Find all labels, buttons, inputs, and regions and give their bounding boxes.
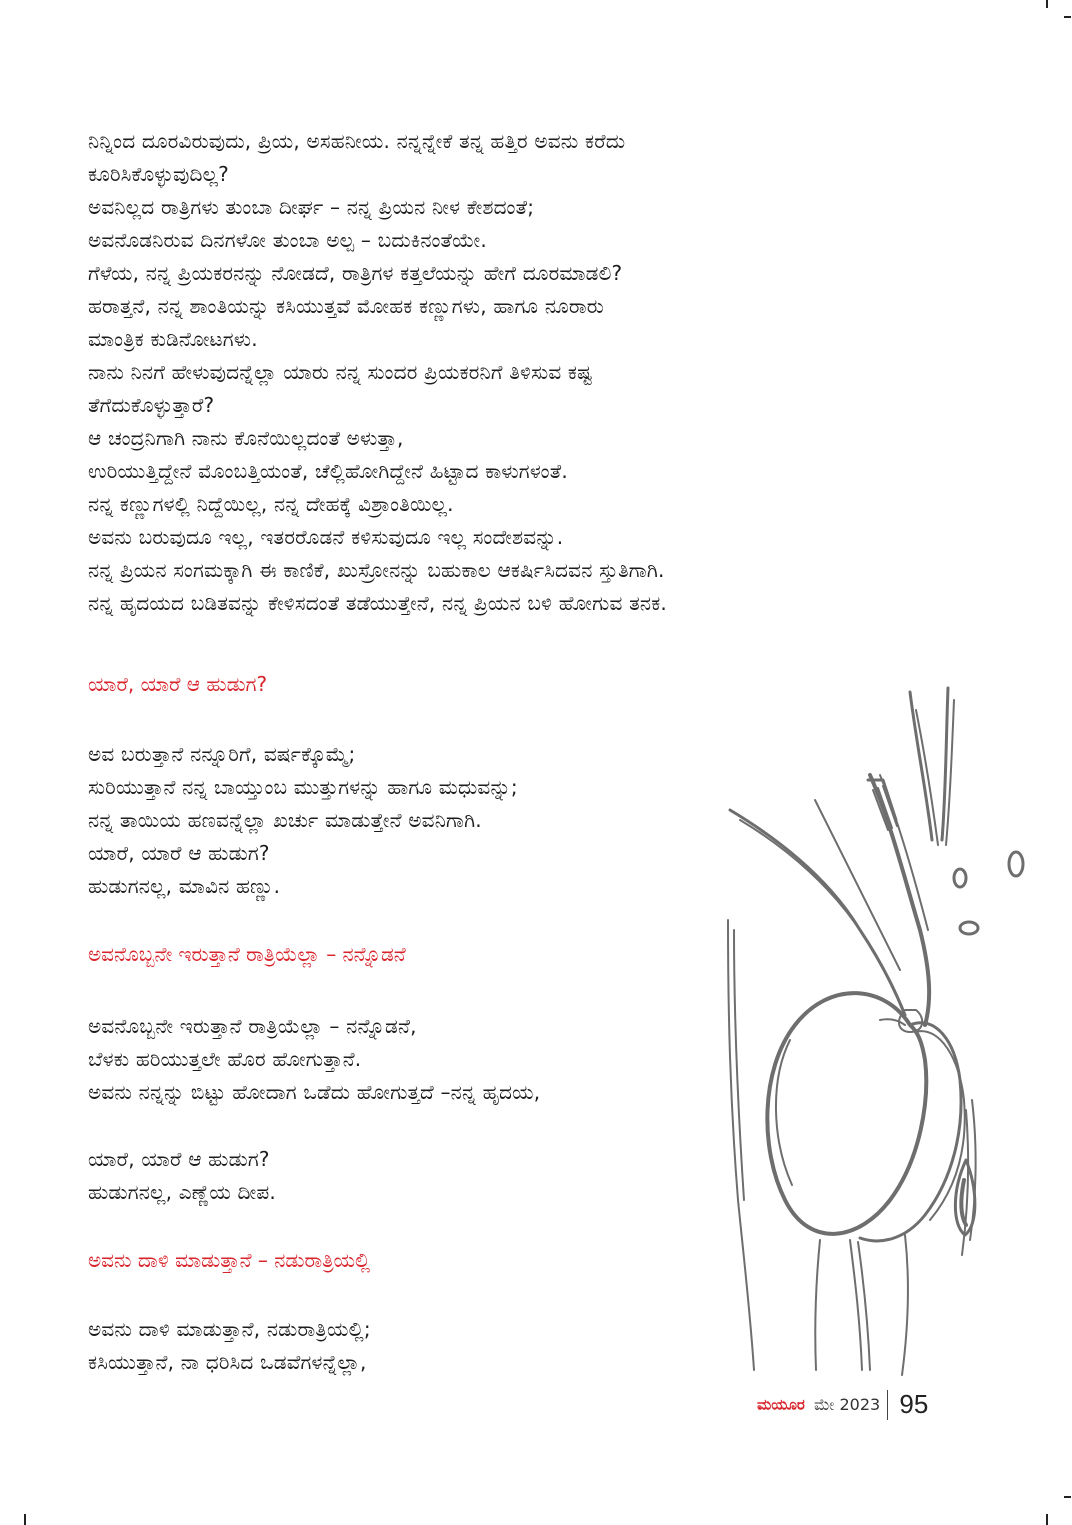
divider	[887, 1390, 888, 1420]
poem-heading: ಅವನೊಬ್ಬನೇ ಇರುತ್ತಾನೆ ರಾತ್ರಿಯೆಲ್ಲಾ – ನನ್ನೊಡನೆ	[88, 942, 406, 966]
poem-line: ತೆಗೆದುಕೊಳ್ಳುತ್ತಾರೆ?	[88, 393, 215, 417]
magazine-logo: ಮಯೂರ	[757, 1395, 805, 1414]
poem-line: ಅವನೊಬ್ಬನೇ ಇರುತ್ತಾನೆ ರಾತ್ರಿಯೆಲ್ಲಾ – ನನ್ನೊಡನೆ,	[88, 1014, 417, 1038]
poem-line: ಮಾಂತ್ರಿಕ ಕುಡಿನೋಟಗಳು.	[88, 327, 258, 351]
poem-line: ಉರಿಯುತ್ತಿದ್ದೇನೆ ಮೊಂಬತ್ತಿಯಂತೆ, ಚೆಲ್ಲಿಹೋಗಿದ್ದೇನೆ ಹಿಟ್ಟಾದ ಕಾಳುಗಳಂತೆ.	[88, 459, 568, 483]
poem-line: ಹುಡುಗನಲ್ಲ, ಮಾವಿನ ಹಣ್ಣು.	[88, 874, 281, 898]
poem-line: ಕೂರಿಸಿಕೊಳ್ಳುವುದಿಲ್ಲ?	[88, 162, 229, 186]
poem-line: ಅವ ಬರುತ್ತಾನೆ ನನ್ನೂರಿಗೆ, ವರ್ಷಕ್ಕೊಮ್ಮೆ;	[88, 742, 356, 766]
poem-line: ಅವನಿಲ್ಲದ ರಾತ್ರಿಗಳು ತುಂಬಾ ದೀರ್ಘ – ನನ್ನ ಪ್ರಿಯನ ನೀಳ ಕೇಶದಂತೆ;	[88, 195, 535, 219]
poem-line: ಆ ಚಂದ್ರನಿಗಾಗಿ ನಾನು ಕೊನೆಯಿಲ್ಲದಂತೆ ಅಳುತ್ತಾ,	[88, 426, 404, 450]
issue-date: ಮೇ 2023	[813, 1394, 881, 1414]
poem-heading: ಯಾರೆ, ಯಾರೆ ಆ ಹುಡುಗ?	[88, 672, 268, 696]
poem-line: ಬೆಳಕು ಹರಿಯುತ್ತಲೇ ಹೊರ ಹೋಗುತ್ತಾನೆ.	[88, 1047, 362, 1071]
poem-line: ಅವನು ದಾಳಿ ಮಾಡುತ್ತಾನೆ, ನಡುರಾತ್ರಿಯಲ್ಲಿ;	[88, 1317, 371, 1341]
page-footer	[757, 1389, 928, 1423]
page-number: 95	[899, 1389, 929, 1419]
crop-mark	[1064, 16, 1071, 18]
poem-line: ನನ್ನ ಕಣ್ಣುಗಳಲ್ಲಿ ನಿದ್ದೆಯಿಲ್ಲ, ನನ್ನ ದೇಹಕ್ಕೆ ವಿಶ್ರಾಂತಿಯಿಲ್ಲ.	[88, 492, 454, 516]
crop-mark	[24, 1514, 26, 1525]
poem-line: ನಾನು ನಿನಗೆ ಹೇಳುವುದನ್ನೆಲ್ಲಾ ಯಾರು ನನ್ನ ಸುಂದರ ಪ್ರಿಯಕರನಿಗೆ ತಿಳಿಸುವ ಕಷ್ಟ	[88, 360, 593, 384]
poem-line: ಅವನೊಡನಿರುವ ದಿನಗಳೋ ತುಂಬಾ ಅಲ್ಪ – ಬದುಕಿನಂತೆಯೇ.	[88, 228, 487, 252]
poem-line: ಗೆಳೆಯ, ನನ್ನ ಪ್ರಿಯಕರನನ್ನು ನೋಡದೆ, ರಾತ್ರಿಗಳ ಕತ್ತಲೆಯನ್ನು ಹೇಗೆ ದೂರಮಾಡಲಿ?	[88, 261, 623, 285]
poem-line: ನಿನ್ನಿಂದ ದೂರವಿರುವುದು, ಪ್ರಿಯ, ಅಸಹನೀಯ. ನನ್ನನ್ನೇಕೆ ತನ್ನ ಹತ್ತಿರ ಅವನು ಕರೆದು	[88, 129, 626, 153]
poem-line: ಹರಾತ್ತನೆ, ನನ್ನ ಶಾಂತಿಯನ್ನು ಕಸಿಯುತ್ತವೆ ಮೋಹಕ ಕಣ್ಣುಗಳು, ಹಾಗೂ ನೂರಾರು	[88, 294, 604, 318]
poem-line: ಅವನು ಬರುವುದೂ ಇಲ್ಲ, ಇತರರೊಡನೆ ಕಳಿಸುವುದೂ ಇಲ್ಲ ಸಂದೇಶವನ್ನು.	[88, 525, 564, 549]
crop-mark	[1046, 0, 1048, 8]
poem-line: ಯಾರೆ, ಯಾರೆ ಆ ಹುಡುಗ?	[88, 1147, 270, 1171]
poem-line: ಹುಡುಗನಲ್ಲ, ಎಣ್ಣೆಯ ದೀಪ.	[88, 1180, 276, 1204]
crop-mark	[1064, 1496, 1071, 1498]
poem-line: ನನ್ನ ಪ್ರಿಯನ ಸಂಗಮಕ್ಕಾಗಿ ಈ ಕಾಣಿಕೆ, ಖುಸ್ರೋನನ್ನು ಬಹುಕಾಲ ಆಕರ್ಷಿಸಿದವನ ಸ್ತುತಿಗಾಗಿ.	[88, 558, 665, 582]
poem-line: ನನ್ನ ಹೃದಯದ ಬಡಿತವನ್ನು ಕೇಳಿಸದಂತೆ ತಡೆಯುತ್ತೇನೆ, ನನ್ನ ಪ್ರಿಯನ ಬಳಿ ಹೋಗುವ ತನಕ.	[88, 591, 667, 615]
poem-line: ನನ್ನ ತಾಯಿಯ ಹಣವನ್ನೆಲ್ಲಾ ಖರ್ಚು ಮಾಡುತ್ತೇನೆ ಅವನಿಗಾಗಿ.	[88, 808, 482, 832]
poem-section-intro	[88, 125, 948, 620]
poem-line: ಯಾರೆ, ಯಾರೆ ಆ ಹುಡುಗ?	[88, 841, 270, 865]
mango-sketch-illustration	[720, 680, 1050, 1380]
poem-line: ಅವನು ನನ್ನನ್ನು ಬಿಟ್ಟು ಹೋದಾಗ ಒಡೆದು ಹೋಗುತ್ತದೆ –ನನ್ನ ಹೃದಯ,	[88, 1080, 541, 1104]
poem-line: ಕಸಿಯುತ್ತಾನೆ, ನಾ ಧರಿಸಿದ ಒಡವೆಗಳನ್ನೆಲ್ಲಾ,	[88, 1350, 367, 1374]
poem-heading: ಅವನು ದಾಳಿ ಮಾಡುತ್ತಾನೆ – ನಡುರಾತ್ರಿಯಲ್ಲಿ	[88, 1248, 371, 1272]
poem-line: ಸುರಿಯುತ್ತಾನೆ ನನ್ನ ಬಾಯ್ತುಂಬ ಮುತ್ತುಗಳನ್ನು ಹಾಗೂ ಮಧುವನ್ನು;	[88, 775, 518, 799]
crop-mark	[1046, 1514, 1048, 1525]
